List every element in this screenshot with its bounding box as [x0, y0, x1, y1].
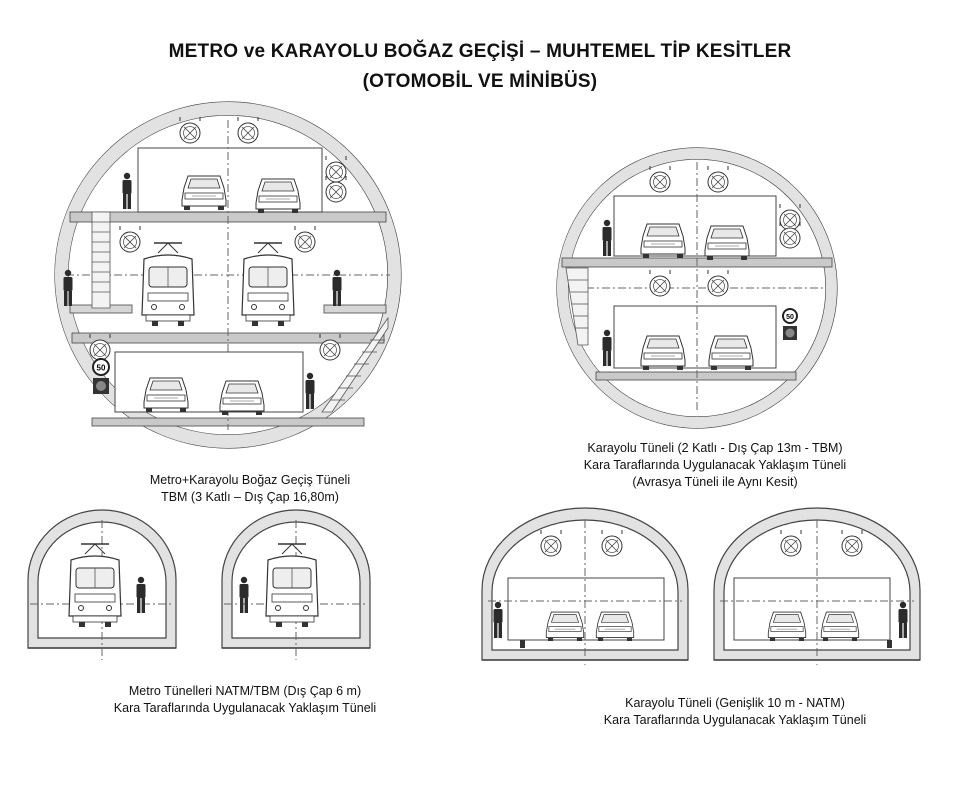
- caption-road13-line2: Kara Taraflarında Uygulanacak Yaklaşım Tüneli: [583, 458, 847, 472]
- road-tunnel-10m-right: [714, 508, 920, 665]
- metro-tunnel-right: [222, 510, 370, 660]
- caption-road10-line1: Karayolu Tüneli (Genişlik 10 m - NATM): [625, 696, 845, 710]
- caption-road13-line3: (Avrasya Tüneli ile Aynı Kesit): [632, 475, 798, 489]
- speed-limit-text: 50: [96, 363, 106, 373]
- caption-road13-line1: Karayolu Tüneli (2 Katlı - Dış Çap 13m - TBM): [587, 441, 843, 455]
- metro-tunnel-left: [28, 510, 176, 660]
- caption-metro-line1: Metro Tünelleri NATM/TBM (Dış Çap 6 m): [128, 684, 362, 698]
- diagram-subtitle: (OTOMOBİL VE MİNİBÜS): [362, 71, 598, 92]
- diagram-title: METRO ve KARAYOLU BOĞAZ GEÇİŞİ – MUHTEMEL TİP KESİTLER: [168, 41, 792, 62]
- caption-main-line1: Metro+Karayolu Boğaz Geçiş Tüneli: [149, 473, 351, 487]
- speed-limit-text-road13: 50: [786, 314, 794, 321]
- caption-main-line2: TBM (3 Katlı – Dış Çap 16,80m): [161, 490, 339, 504]
- road-tunnel-13m-tbm: [557, 148, 837, 428]
- road-tunnel-10m-left: [482, 508, 688, 665]
- caption-metro-line2: Kara Taraflarında Uygulanacak Yaklaşım Tüneli: [113, 701, 377, 715]
- main-tbm-tunnel: [55, 102, 401, 448]
- caption-road10-line2: Kara Taraflarında Uygulanacak Yaklaşım Tüneli: [603, 713, 867, 727]
